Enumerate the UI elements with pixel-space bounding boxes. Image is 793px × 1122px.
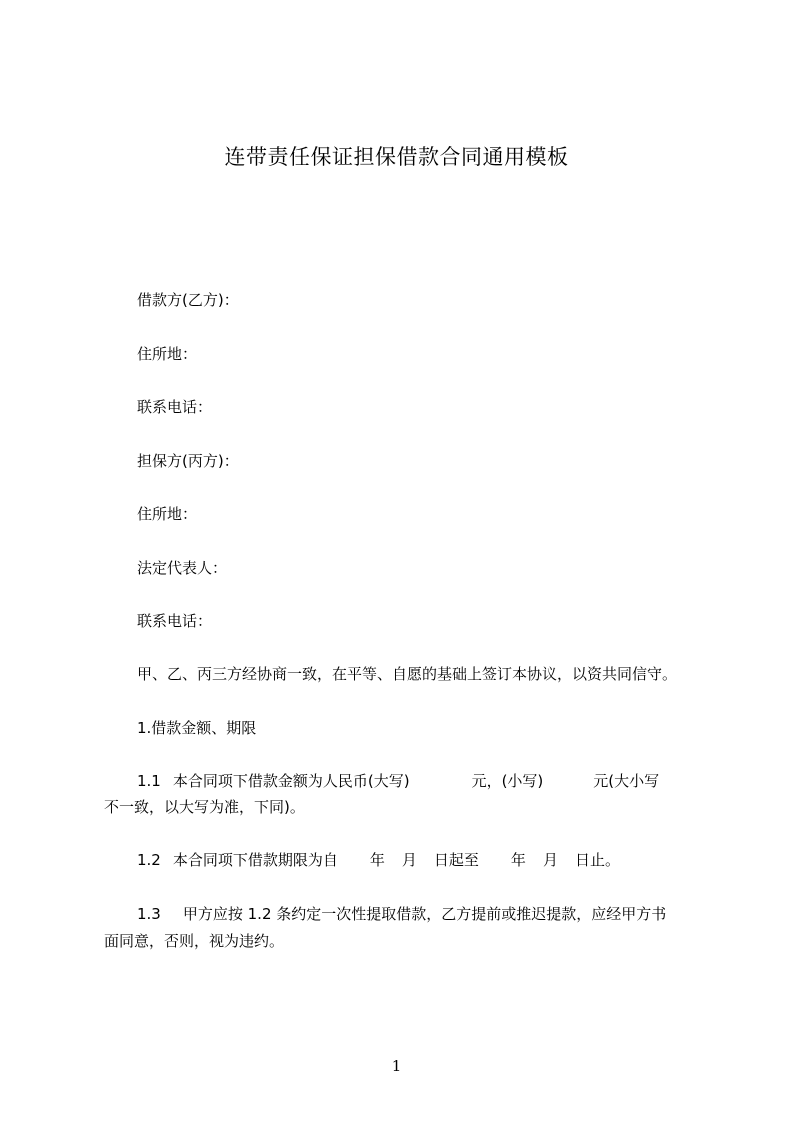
- clause-text: 月: [401, 851, 417, 869]
- clause-1-1-continued: 不一致，以大写为准，下同)。: [104, 798, 305, 816]
- clause-number: 1.1: [137, 772, 161, 790]
- clause-number: 1.2: [137, 851, 161, 869]
- field-borrower-phone: 联系电话：: [137, 398, 213, 416]
- field-borrower-address: 住所地：: [137, 345, 198, 363]
- clause-1-3: [137, 907, 666, 922]
- page-number: 1: [391, 1057, 402, 1075]
- clause-text: 甲方应按 1.2 条约定一次性提取借款，乙方提前或推迟提款，应经甲方书: [182, 905, 667, 923]
- document-title: 连带责任保证担保借款合同通用模板: [224, 145, 569, 169]
- clause-text: 日止。: [574, 851, 620, 869]
- field-borrower: 借款方(乙方)：: [137, 291, 239, 309]
- field-guarantor: 担保方(丙方)：: [137, 452, 239, 470]
- field-guarantor-address: 住所地：: [137, 505, 198, 523]
- clause-text: 年: [369, 851, 385, 869]
- clause-text: 本合同项下借款期限为自: [172, 851, 338, 869]
- clause-text: 年: [510, 851, 526, 869]
- clause-text: 元，(小写): [471, 772, 544, 790]
- clause-text: 月: [542, 851, 558, 869]
- clause-text: 元(大小写: [593, 772, 660, 790]
- field-legal-rep: 法定代表人：: [137, 559, 228, 577]
- clause-number: 1.3: [137, 905, 161, 923]
- field-guarantor-phone: 联系电话：: [137, 612, 213, 630]
- clause-text: 本合同项下借款金额为人民币(大写): [172, 772, 410, 790]
- section-heading: 1.借款金额、期限: [137, 719, 257, 737]
- clause-1-1: [137, 774, 659, 789]
- clause-1-3-continued: 面同意，否则，视为违约。: [104, 932, 285, 950]
- clause-1-2: [137, 853, 620, 868]
- clause-text: 日起至: [433, 851, 479, 869]
- intro-paragraph: 甲、乙、丙三方经协商一致，在平等、自愿的基础上签订本协议，以资共同信守。: [137, 665, 678, 683]
